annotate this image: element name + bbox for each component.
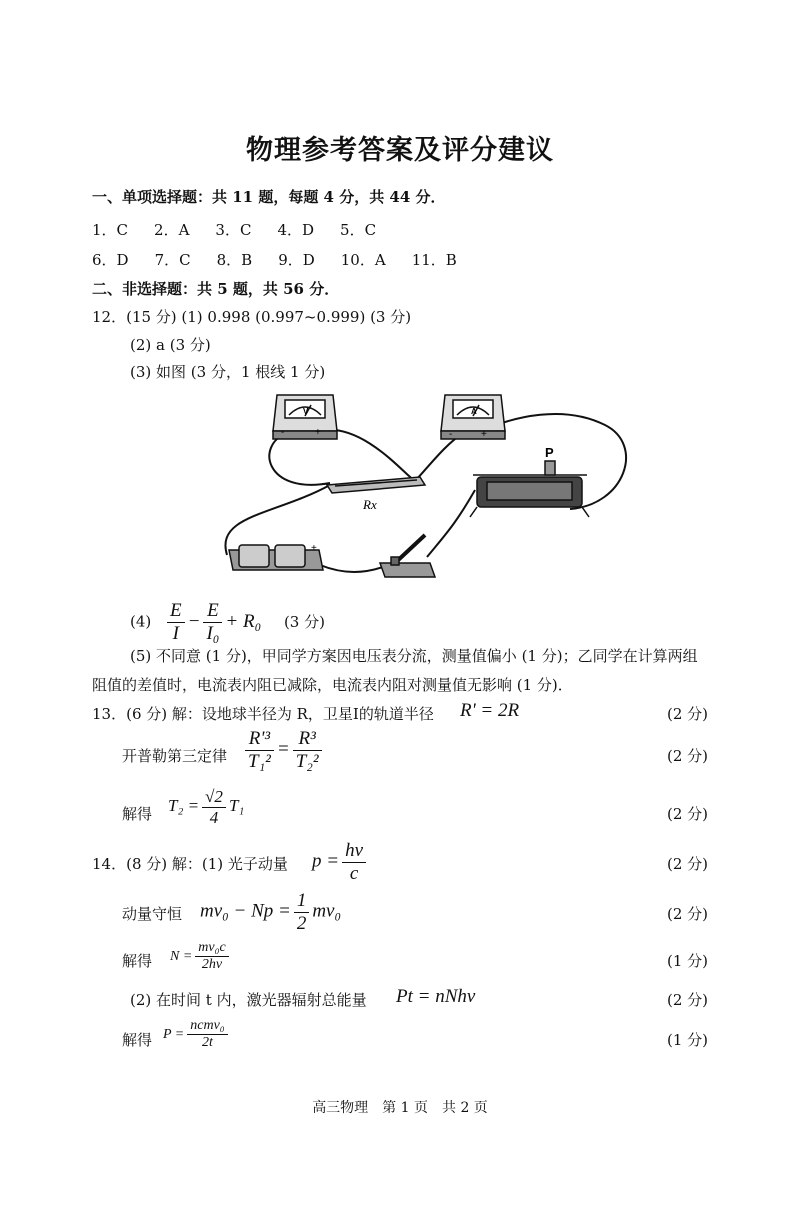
battery: [229, 545, 323, 570]
q14-label3: 解得: [122, 952, 153, 970]
q14-label2: 动量守恒: [122, 905, 183, 923]
q14-f3-lhs: N =: [170, 948, 193, 964]
f2-den1: T₁²: [248, 750, 271, 772]
q14-score4: (2 分): [666, 991, 708, 1009]
f2-eq: =: [276, 738, 290, 760]
q13-formula2: [242, 728, 325, 773]
q13-score2: (2 分): [666, 747, 708, 765]
q12-line2: (2) a (3 分): [130, 336, 211, 354]
f4-den2: I₀: [206, 622, 220, 644]
page-footer: 高三物理 第 1 页 共 2 页: [312, 1100, 488, 1116]
q13-label3: 解得: [122, 805, 153, 823]
answer-4: 4．D: [277, 221, 315, 239]
f2-num2: R³: [293, 728, 322, 751]
q12-line3: (3) 如图 (3 分，1 根线 1 分): [130, 363, 326, 381]
q14-formula5: [163, 1018, 231, 1051]
answers-row-1: [92, 219, 402, 240]
answers-row-2: [92, 249, 483, 270]
q14-f5-den: 2t: [202, 1035, 213, 1051]
q14-score1: (2 分): [666, 855, 708, 873]
q14-f3-den: 2hν: [201, 957, 223, 973]
wire-rheostat-switch: [427, 490, 475, 557]
answer-10: 10．A: [340, 251, 386, 269]
f3-rhs: T₁: [228, 795, 245, 815]
q14-eq2-lhs: mv₀ − Np =: [200, 900, 291, 922]
q14-eq4: Pt = nNhν: [396, 986, 476, 1007]
q13-formula3: [168, 787, 244, 827]
f4-num2: E: [203, 600, 222, 623]
q14-eq2-num: 1: [294, 890, 310, 913]
section2-heading: 二、非选择题：共 5 题，共 56 分．: [92, 280, 340, 298]
answer-8: 8．B: [216, 251, 253, 269]
f4-den1: I: [172, 622, 179, 644]
q13-eq1: R' = 2R: [460, 700, 520, 721]
q14-line1: 14．(8 分) 解：(1) 光子动量: [92, 855, 288, 873]
f4-tail: + R₀: [225, 610, 262, 632]
q14-score2: (2 分): [666, 905, 708, 923]
q12-line4-score: (3 分): [283, 612, 325, 631]
q14-eq2-den: 2: [296, 912, 307, 934]
q14-formula2: [200, 890, 341, 935]
wire-battery-switch: [320, 565, 383, 572]
circuit-diagram: [215, 385, 635, 585]
q14-formula3: [170, 940, 232, 973]
q14-eq2-rhs: mv₀: [312, 900, 342, 922]
answer-3: 3．C: [215, 221, 252, 239]
f4-num1: E: [167, 600, 185, 623]
f4-minus: −: [187, 610, 201, 632]
resistor-rx: [327, 477, 425, 493]
f2-num1: R'³: [245, 728, 274, 751]
q14-score3: (1 分): [666, 952, 708, 970]
q13-score1: (2 分): [666, 705, 708, 723]
wire-a-rx: [415, 433, 463, 481]
answer-5: 5．C: [340, 221, 377, 239]
q12-para5: (5) 不同意 (1 分)，甲同学方案因电压表分流，测量值偏小 (1 分)；乙同学在计算两组阻值的差值时，电流表内阻已减除，电流表内阻对测量值无影响 (1 分)．: [92, 647, 698, 694]
voltmeter-label: V: [303, 407, 309, 416]
answer-1: 1．C: [92, 221, 129, 239]
ammeter-plus: +: [481, 429, 487, 440]
page-title: 物理参考答案及评分建议: [246, 135, 554, 166]
q12-line4-prefix: (4): [130, 612, 152, 631]
answer-11: 11．B: [411, 251, 457, 269]
q14-f5-lhs: P =: [163, 1026, 185, 1042]
q14-f5-num: ncmv₀: [187, 1018, 227, 1035]
answer-9: 9．D: [278, 251, 315, 269]
voltmeter-plus: +: [315, 427, 321, 438]
battery-plus: +: [311, 543, 317, 554]
f3-lhs: T₂ =: [168, 795, 200, 815]
q14-score5: (1 分): [666, 1031, 708, 1049]
q14-label5: 解得: [122, 1031, 153, 1049]
q14-f3-num: mv₀c: [195, 940, 228, 957]
q14-line4: (2) 在时间 t 内，激光器辐射总能量: [130, 991, 367, 1009]
q14-formula1: [312, 840, 369, 885]
q14-f1-lhs: p =: [312, 850, 340, 872]
ammeter-label: A: [471, 407, 477, 416]
answer-6: 6．D: [92, 251, 129, 269]
ammeter-minus: -: [449, 429, 453, 440]
rx-label: Rx: [363, 497, 377, 512]
f3-num: √2: [202, 787, 226, 808]
voltmeter-minus: -: [281, 427, 285, 438]
q13-score3: (2 分): [666, 805, 708, 823]
q13-label2: 开普勒第三定律: [122, 747, 228, 765]
q12-line4: [130, 600, 325, 645]
slider-label: P: [545, 445, 554, 460]
f2-den2: T₂²: [295, 750, 319, 772]
wire-v-rx: [269, 433, 330, 485]
q12-line1: 12．(15 分) (1) 0.998 (0.997~0.999) (3 分): [92, 308, 412, 326]
q13-line1: 13．(6 分) 解：设地球半径为 R，卫星I的轨道半径: [92, 705, 434, 723]
answer-2: 2．A: [154, 221, 190, 239]
q14-f1-num: hν: [342, 840, 366, 863]
answer-7: 7．C: [154, 251, 191, 269]
q14-f1-den: c: [349, 862, 359, 884]
f3-den: 4: [209, 807, 219, 827]
section1-heading: 一、单项选择题：共 11 题，每题 4 分，共 44 分．: [92, 188, 446, 206]
